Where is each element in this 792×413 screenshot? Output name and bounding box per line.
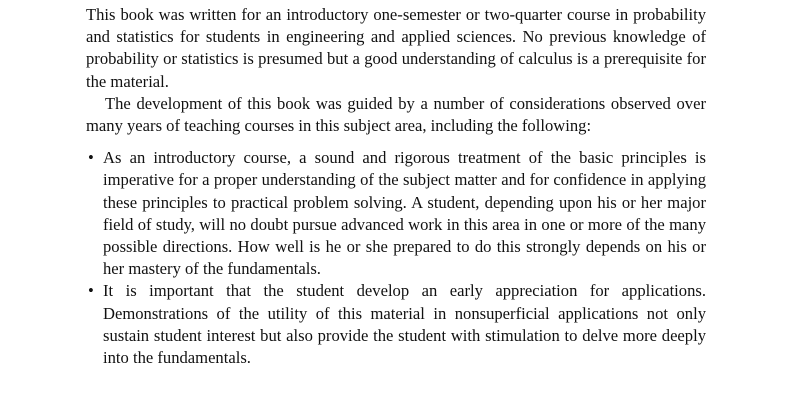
bullet-icon: • <box>88 281 94 301</box>
considerations-list <box>86 147 706 369</box>
list-item-text: As an introductory course, a sound and rigorous treatment of the basic principles is imperative for a proper understanding of the subject matter and for confidence in applying these principles to practical problem solving. A student, depending upon his or her major field of study, will no doubt pursue advanced work in this area in one or more of the many possible directions. How well is he or she prepared to do this strongly depends on his or her mastery of the fundamentals. <box>103 148 706 279</box>
document-body <box>86 4 706 369</box>
list-item <box>86 147 706 280</box>
intro-paragraph: This book was written for an introductory one-semester or two-quarter course in probability and statistics for students in engineering and applied sciences. No previous knowledge of probability or statistics is presumed but a good understanding of calculus is a prerequisite for the material. <box>86 5 706 91</box>
considerations-paragraph: The development of this book was guided by a number of considerations observed over many years of teaching courses in this subject area, including the following: <box>86 93 706 136</box>
list-item-text: It is important that the student develop an early appreciation for applications. Demonstrations of the utility of this material in nonsuperficial applications not only sustain student interest but also provide the student with stimulation to delve more deeply into the fundamentals. <box>103 281 706 368</box>
list-item <box>86 280 706 369</box>
bullet-icon: • <box>88 148 94 168</box>
